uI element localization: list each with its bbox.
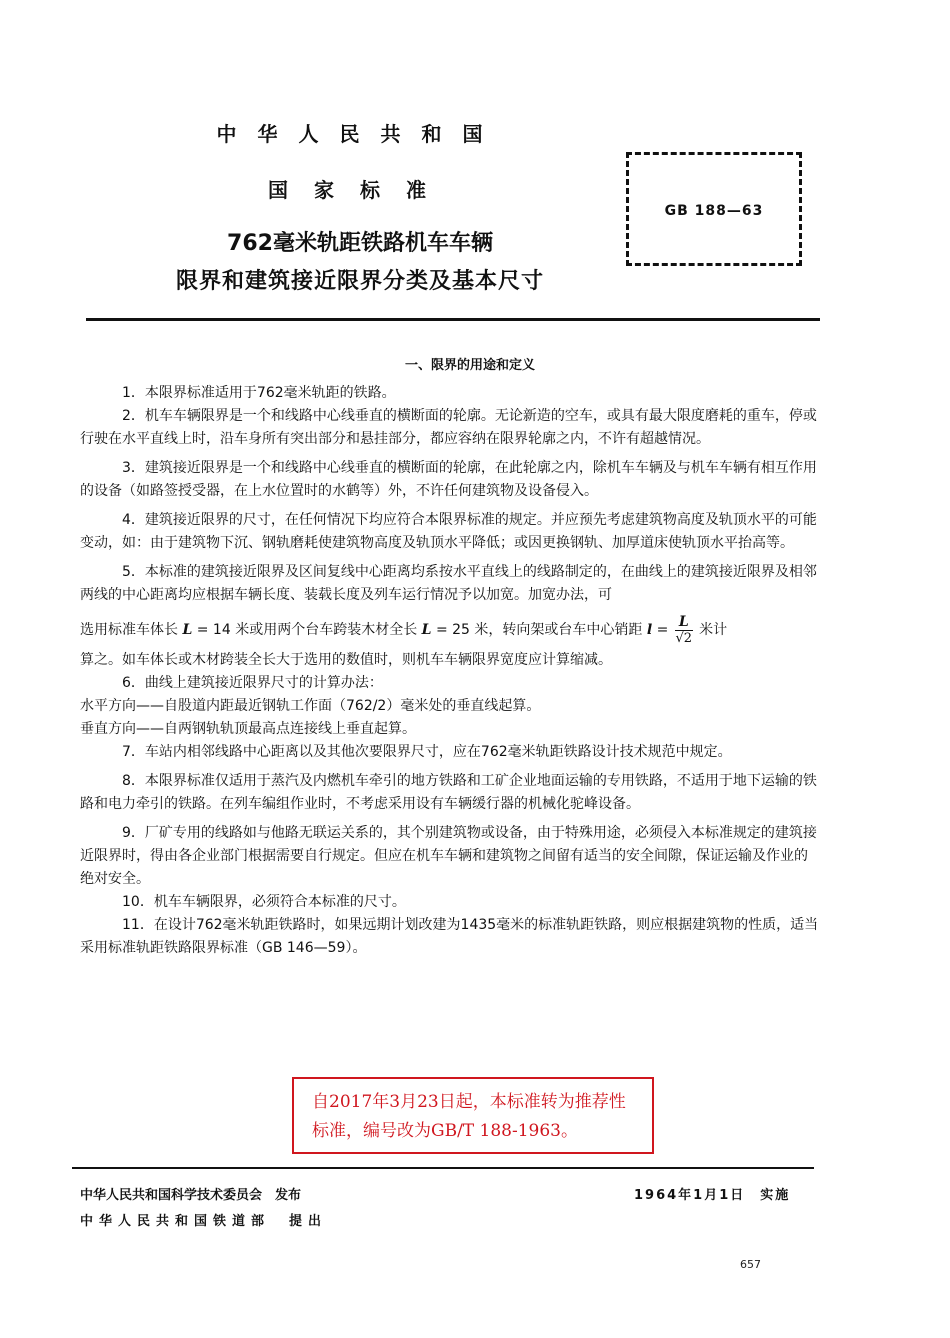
publisher-line-1: 中华人民共和国科学技术委员会 发布 — [80, 1188, 302, 1203]
clause-4: 4．建筑接近限界的尺寸，在任何情况下均应符合本限界标准的规定。并应预先考虑建筑物高度及轨顶水平的可能变动，如：由于建筑物下沉、钢轨磨耗使建筑物高度及轨顶水平降低；或因更换钢轨、加厚道床使轨顶水平抬高等。 — [80, 512, 817, 551]
formula-var-L2: L — [421, 622, 432, 638]
formula-equals: = — [656, 622, 669, 638]
section-heading: 一、限界的用途和定义 — [404, 358, 535, 373]
clause-1: 1．本限界标准适用于762毫米轨距的铁路。 — [122, 385, 396, 401]
formula-fraction — [675, 615, 693, 646]
formula-text-4: 米计 — [699, 622, 728, 638]
footer-divider — [72, 1167, 814, 1169]
formula-text-1: 选用标准车体长 — [80, 622, 178, 638]
standard-code-box — [626, 152, 802, 266]
clause-6: 6．曲线上建筑接近限界尺寸的计算办法： — [122, 675, 383, 691]
page-number: 657 — [740, 1258, 761, 1271]
clause-6-horizontal: 水平方向——自股道内距最近钢轨工作面（762/2）毫米处的垂直线起算。 — [80, 698, 541, 714]
fraction-denominator: √2 — [675, 630, 693, 646]
implementation-date: 1964年1月1日 实施 — [634, 1188, 791, 1203]
document-title-line-2: 限界和建筑接近限界分类及基本尺寸 — [175, 269, 544, 294]
clauses-body — [80, 382, 820, 960]
clause-7: 7．车站内相邻线路中心距离以及其他次要限界尺寸，应在762毫米轨距铁路设计技术规范中规定。 — [122, 744, 732, 760]
formula-text-3: = 25 米，转向架或台车中心销距 — [435, 622, 643, 638]
revision-note-line-2: 标准，编号改为GB/T 188-1963。 — [312, 1121, 578, 1141]
formula-var-l: l — [646, 622, 653, 638]
clause-2: 2．机车车辆限界是一个和线路中心线垂直的横断面的轮廓。无论新造的空车，或具有最大限度磨耗的重车，停或行驶在水平直线上时，沿车身所有突出部分和悬挂部分，都应容纳在限界轮廓之内，不许有超越情况。 — [80, 408, 817, 447]
clause-5-formula-line — [80, 611, 820, 649]
clause-9: 9．厂矿专用的线路如与他路无联运关系的，其个别建筑物或设备，由于特殊用途，必须侵入本标准规定的建筑接近限界时，得由各企业部门根据需要自行规定。但应在机车车辆和建筑物之间留有适当的安全间隙，保证运输及作业的绝对安全。 — [80, 825, 817, 887]
header-divider — [86, 318, 820, 321]
revision-note-line-1: 自2017年3月23日起，本标准转为推荐性 — [312, 1092, 626, 1112]
clause-5-part-a: 5．本标准的建筑接近限界及区间复线中心距离均系按水平直线上的线路制定的，在曲线上的建筑接近限界及相邻两线的中心距离均应根据车辆长度、装载长度及列车运行情况予以加宽。加宽办法，可 — [80, 564, 817, 603]
clause-11: 11．在设计762毫米轨距铁路时，如果远期计划改建为1435毫米的标准轨距铁路，则应根据建筑物的性质，适当采用标准轨距铁路限界标准（GB 146—59）。 — [80, 917, 819, 956]
revision-note-box — [292, 1077, 654, 1154]
formula-text-2: = 14 米或用两个台车跨装木材全长 — [196, 622, 418, 638]
document-title-line-1: 762毫米轨距铁路机车车辆 — [227, 231, 493, 256]
clause-6-vertical: 垂直方向——自两钢轨轨顶最高点连接线上垂直起算。 — [80, 721, 416, 737]
formula-var-L1: L — [182, 622, 193, 638]
clause-8: 8．本限界标准仅适用于蒸汽及内燃机车牵引的地方铁路和工矿企业地面运输的专用铁路，不适用于地下运输的铁路和电力牵引的铁路。在列车编组作业时，不考虑采用设有车辆缓行器的机械化驼峰设备。 — [80, 773, 817, 812]
national-standard-label: 国家标准 — [268, 178, 452, 202]
country-title: 中华人民共和国 — [216, 122, 504, 146]
publisher-line-2: 中华人民共和国铁道部 提出 — [80, 1214, 328, 1229]
clause-3: 3．建筑接近限界是一个和线路中心线垂直的横断面的轮廓，在此轮廓之内，除机车车辆及与机车车辆有相互作用的设备（如路签授受器，在上水位置时的水鹤等）外，不许任何建筑物及设备侵入。 — [80, 460, 817, 499]
clause-10: 10．机车车辆限界，必须符合本标准的尺寸。 — [122, 894, 406, 910]
standard-code: GB 188—63 — [664, 203, 764, 219]
fraction-numerator: L — [675, 615, 693, 631]
clause-5-part-b: 算之。如车体长或木材跨装全长大于选用的数值时，则机车车辆限界宽度应计算缩减。 — [80, 652, 612, 668]
